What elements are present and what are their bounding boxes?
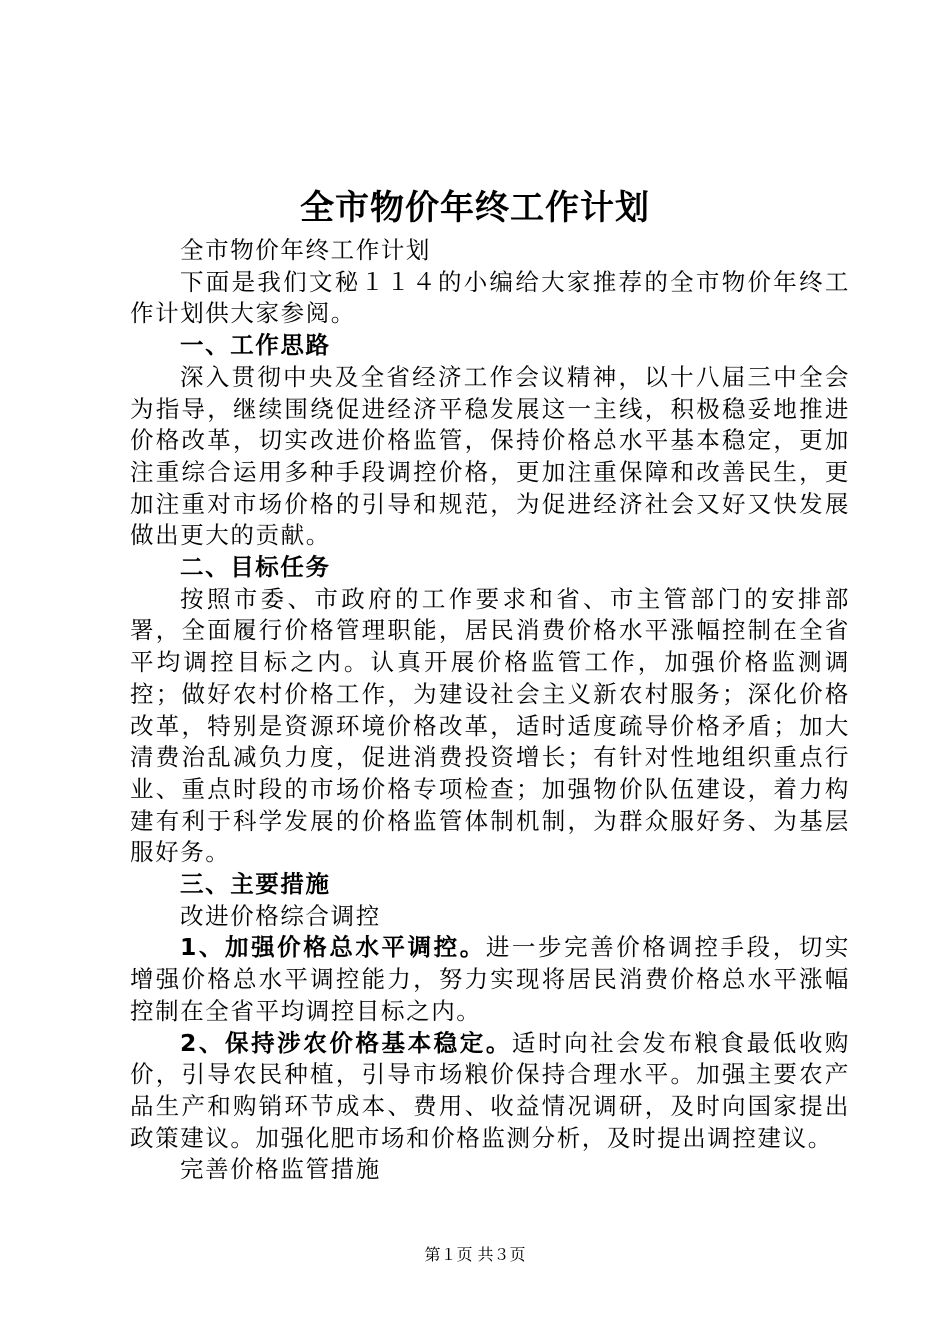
document-body	[130, 235, 850, 1186]
measure-item-2-text: 适时向社会发布粮食最低收购价，引导农民种植，引导市场粮价保持合理水平。加强主要农产品生产和购销环节成本、费用、收益情况调研，及时向国家提出政策建议。加强化肥市场和价格监测分析，及时提出调控建议。	[130, 1028, 850, 1152]
measure-item-1	[130, 932, 850, 1027]
section-1-paragraph: 深入贯彻中央及全省经济工作会议精神，以十八届三中全会为指导，继续围绕促进经济平稳发展这一主线，积极稳妥地推进价格改革，切实改进价格监管，保持价格总水平基本稳定，更加注重综合运用多种手段调控价格，更加注重保障和改善民生，更加注重对市场价格的引导和规范，为促进经济社会又好又快发展做出更大的贡献。	[130, 362, 850, 550]
measure-item-2	[130, 1028, 850, 1155]
section-heading-3: 三、主要措施	[180, 870, 331, 899]
subsection-price-supervision: 完善价格监管措施	[180, 1155, 381, 1184]
measure-item-1-lead: 1、加强价格总水平调控。	[180, 933, 486, 962]
section-2-paragraph: 按照市委、市政府的工作要求和省、市主管部门的安排部署，全面履行价格管理职能，居民消费价格水平涨幅控制在全省平均调控目标之内。认真开展价格监管工作，加强价格监测调控；做好农村价格工作，为建设社会主义新农村服务；深化价格改革，特别是资源环境价格改革，适时适度疏导价格矛盾；加大清费治乱减负力度，促进消费投资增长；有针对性地组织重点行业、重点时段的市场价格专项检查；加强物价队伍建设，着力构建有利于科学发展的价格监管体制机制，为群众服好务、为基层服好务。	[130, 584, 850, 867]
measure-item-1-text: 进一步完善价格调控手段，切实增强价格总水平调控能力，努力实现将居民消费价格总水平涨幅控制在全省平均调控目标之内。	[130, 933, 850, 1025]
page-footer: 第１页 共３页	[424, 1245, 526, 1264]
intro-title-line: 全市物价年终工作计划	[180, 236, 431, 264]
section-heading-2: 二、目标任务	[180, 553, 331, 582]
section-heading-1: 一、工作思路	[180, 331, 331, 360]
intro-paragraph: 下面是我们文秘１１４的小编给大家推荐的全市物价年终工作计划供大家参阅。	[130, 267, 850, 328]
measure-item-2-lead: 2、保持涉农价格基本稳定。	[180, 1028, 512, 1057]
subsection-price-control: 改进价格综合调控	[180, 901, 381, 930]
document-title: 全市物价年终工作计划	[300, 188, 650, 228]
